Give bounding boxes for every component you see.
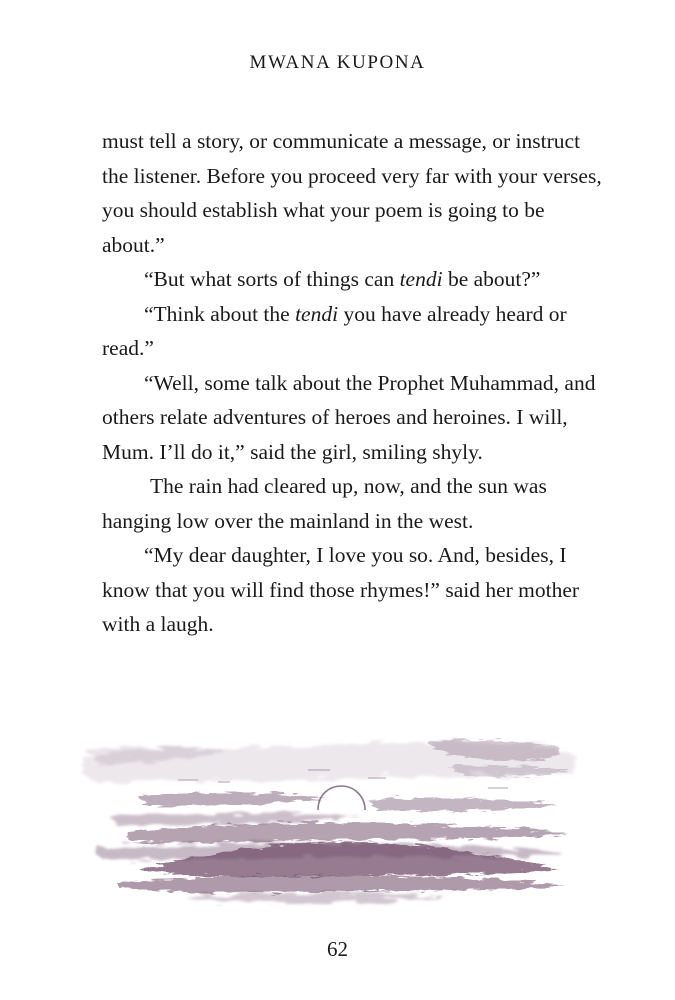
paragraph: must tell a story, or communicate a message, or instruct the listener. Before you proceed very far with your verses, you should establish what your poem is going to be about.” bbox=[102, 129, 602, 257]
page-number: 62 bbox=[327, 937, 348, 961]
running-head: MWANA KUPONA bbox=[249, 52, 426, 73]
paragraph: The rain had cleared up, now, and the sun was hanging low over the mainland in the west. bbox=[102, 474, 547, 533]
body-text bbox=[102, 124, 602, 642]
paragraph: “But what sorts of things can tendi be about?” bbox=[144, 267, 541, 291]
paragraph: “My dear daughter, I love you so. And, besides, I know that you will find those rhymes!” said her mother with a laugh. bbox=[102, 543, 580, 636]
sunset-illustration bbox=[68, 720, 598, 910]
paragraph: “Well, some talk about the Prophet Muhammad, and others relate adventures of heroes and heroines. I will, Mum. I’ll do it,” said the girl, smiling shyly. bbox=[102, 370, 596, 464]
paragraph: “Think about the tendi you have already heard or read.” bbox=[102, 301, 567, 360]
ink-wash bbox=[82, 740, 576, 903]
